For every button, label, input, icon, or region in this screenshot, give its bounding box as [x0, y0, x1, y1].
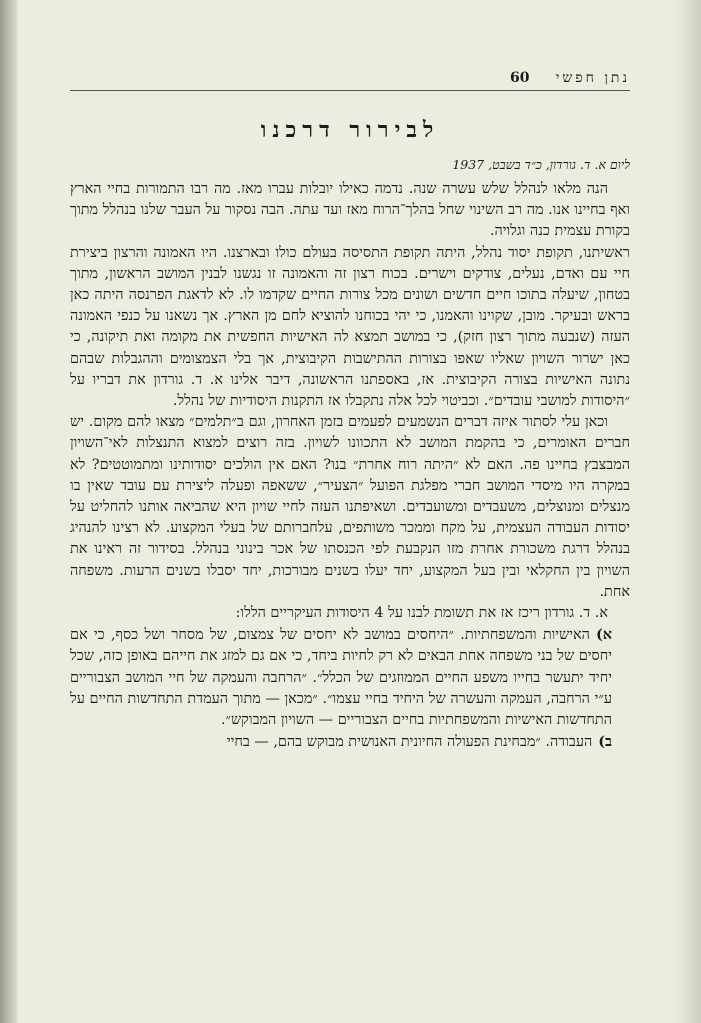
list-item-text: האישיות והמשפחתיות. ״היחסים במושב לא יחסים של צמצום, של מסחר ושל כסף, כי אם יחסים של בני משפחה אחת הבאים לא רק לחיות ביחד, כי אם גם למזג את חייהם באופן כזה, שכל יחיד יתעשר בחייו משפע החיים הממוזגים של הכלל״. ״הרחבה והעמקה של חיי המושב הצבוריים ע״י הרחבה, העמקה והעשרה של היחיד בחיי עצמו״. ״מכאן — מתוך העמדת התחדשות החיים על התחדשות האישיות והמשפחתיות בחיים הצבוריים — השויון המבוקש״. [70, 627, 612, 729]
running-head: נתן חפשי [555, 70, 630, 86]
page-header [70, 70, 630, 91]
paragraph: ראשיתנו, תקופת יסוד נהלל, היתה תקופת התסיסה בעולם כולו ובארצנו. היו האמונה והרצון ביצירת חיי עם ואדם, נעלים, צודקים וישרים. בכוח רצון זה והאמונה זו נגשנו לבנין המושב הראשון, מתוך בטחון, שיעלה בתוכו חיים חדשים ושונים מכל צורות החיים שקדמו לו. לא לדאגת הפרנסה היתה כאן בראש ובעיקר. מובן, שקוינו והאמנו, כי יהי בכוחנו להוציא לחם מן הארץ. אך נשאנו על כנפי האמונה העזה (שנבעה מתוך רצון חזק), כי במושב תמצא לה האישיות החפשית את מקומה ואת תיקונה, כי כאן ישרור השויון שאליו שאפו בצורות ההתישבות הקיבוצית, אך בלי הצמצומים וההגבלות שבהם נתונה האישיות בצורה הקיבוצית. אז, באספתנו הראשונה, דיבר אלינו א. ד. גורדון את דבריו על ״היסודות למושבי עובדים״. וכביטוי לכל אלה נתקבלו אז התקנות היסודיות של נהלל. [70, 244, 630, 410]
paragraph: א. ד. גורדון ריכז אז את תשומת לבנו על 4 היסודות העיקריים הללו: [235, 605, 608, 622]
book-spine-shadow [0, 0, 18, 1023]
page-content [70, 70, 630, 753]
list-item-letter: ב) [598, 733, 612, 751]
page-number: 60 [510, 70, 530, 86]
page-edge-shadow [675, 0, 701, 1023]
paragraph: וכאן עלי לסתור איזה דברים הנשמעים לפעמים בזמן האחרון, וגם ב״תלמים״ מצאו להם מקום. יש חברים האומרים, כי בהקמת המושב לא התכוונו לשויון. בזה רוצים למצוא התנצלות לאי־השויון המבצבץ בחיינו פה. האם לא ״היתה רוח אחרת״ בנו? האם אין הולכים יסודותינו ומתמוטטים? לא במקרה היו מיסדי המושב חברי מפלגת הפועל ״הצעיר״, ששאפה ופעלה ליצירת עם עובד שאין בו מנצלים ומנוצלים, משעבדים ומשועבדים. ושאיפתנו העזה לחיי שויון היא שהביאה אותנו להחליט על יסודות העבודה העצמית, על מקח וממכר משותפים, עלחברותם של בעלי המקצוע. לא רצינו להנהיג בנהלל דרגת משכורת אחרת מזו הנקבעת לפי הכנסתו של אכר בינוני בנהלל. בסידור זה ראינו את השויון בין החקלאי ובין בעל המקצוע, יחד יעלו בשנים מבורכות, יחד יסבלו בשנים הרעות. משפחה אחת. [70, 414, 630, 600]
list-item-letter: א) [595, 626, 612, 644]
paragraph: הנה מלאו לנהלל שלש עשרה שנה. נדמה כאילו יובלות עברו מאז. מה רבו התמורות בחיי הארץ ואף בחיינו אנו. מה רב השינוי שחל בהלך־הרוח מאז ועד עתה. הבה נסקור על העבר שלנו בנהלל מתוך בקורת עצמית כנה וגלויה. [70, 181, 630, 240]
chapter-title: לבירור דרכנו [260, 117, 440, 143]
dedication-line: ליום א. ד. גורדון, כ״ד בשבט, 1937 [452, 157, 630, 172]
list-item-text: העבודה. ״מבחינת הפעולה החיונית האנושית מבוקש בהם, — בחיי [226, 734, 593, 751]
list-item [70, 731, 630, 753]
list-item [70, 624, 630, 731]
